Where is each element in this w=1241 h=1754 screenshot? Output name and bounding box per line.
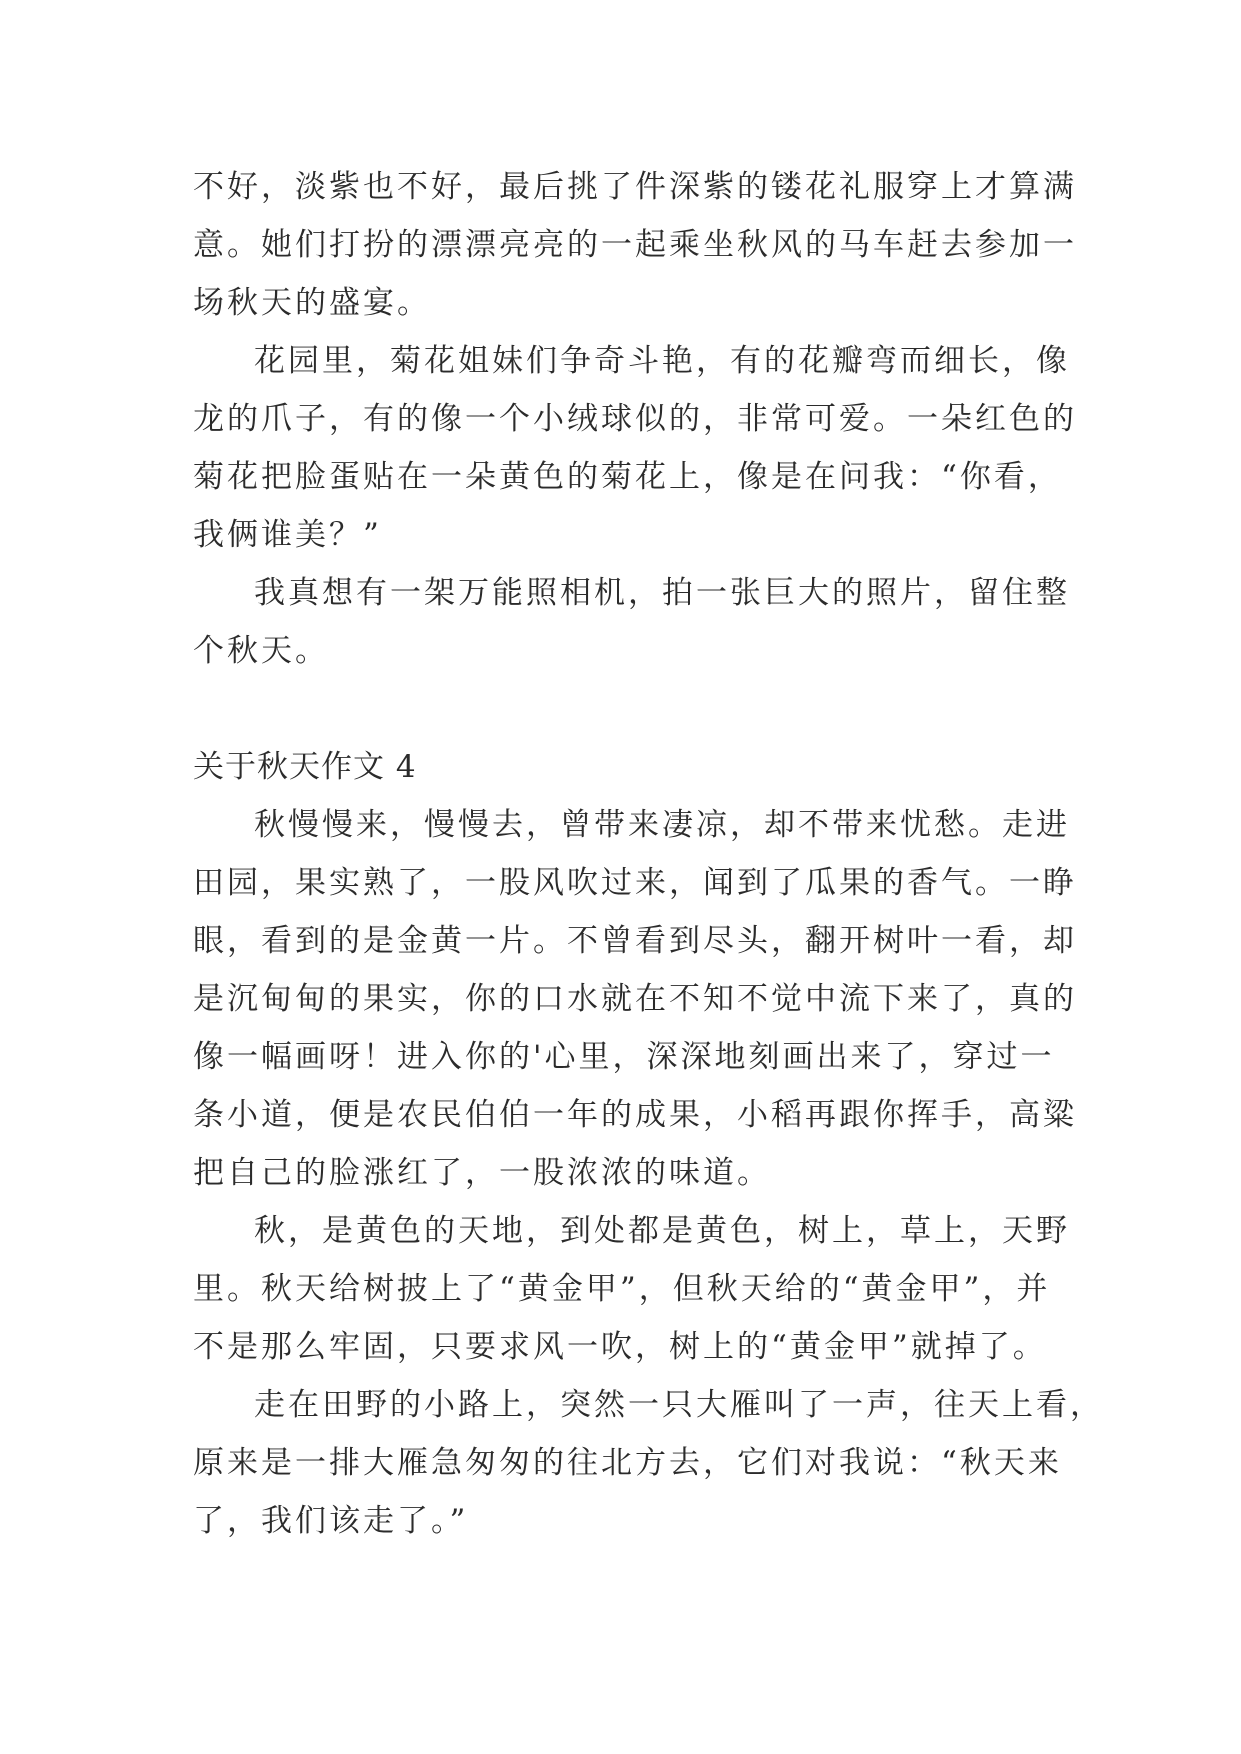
paragraph-line: 眼，看到的是金黄一片。不曾看到尽头，翻开树叶一看，却 bbox=[193, 923, 1077, 959]
paragraph-line: 意。她们打扮的漂漂亮亮的一起乘坐秋风的马车赶去参加一 bbox=[193, 227, 1077, 263]
paragraph-line: 走在田野的小路上，突然一只大雁叫了一声，往天上看， bbox=[254, 1387, 1104, 1423]
paragraph-line: 不好，淡紫也不好，最后挑了件深紫的镂花礼服穿上才算满 bbox=[193, 169, 1077, 205]
paragraph-line: 龙的爪子，有的像一个小绒球似的，非常可爱。一朵红色的 bbox=[193, 401, 1077, 437]
paragraph-line: 秋慢慢来，慢慢去，曾带来凄凉，却不带来忧愁。走进 bbox=[254, 807, 1070, 843]
paragraph-line: 条小道，便是农民伯伯一年的成果，小稻再跟你挥手，高粱 bbox=[193, 1097, 1077, 1133]
paragraph-line: 菊花把脸蛋贴在一朵黄色的菊花上，像是在问我：“你看， bbox=[193, 459, 1062, 495]
paragraph-line: 我真想有一架万能照相机，拍一张巨大的照片，留住整 bbox=[254, 575, 1070, 611]
paragraph-line: 像一幅画呀！进入你的'心里，深深地刻画出来了，穿过一 bbox=[193, 1039, 1055, 1075]
paragraph-line: 个秋天。 bbox=[193, 633, 329, 669]
paragraph-line: 场秋天的盛宴。 bbox=[193, 285, 431, 321]
section-heading: 关于秋天作文 4 bbox=[193, 749, 417, 785]
paragraph-line: 田园，果实熟了，一股风吹过来，闻到了瓜果的香气。一睁 bbox=[193, 865, 1077, 901]
paragraph-line: 了，我们该走了。” bbox=[193, 1503, 469, 1539]
paragraph-line: 是沉甸甸的果实，你的口水就在不知不觉中流下来了，真的 bbox=[193, 981, 1077, 1017]
paragraph-line: 我俩谁美？” bbox=[193, 517, 382, 553]
paragraph-line: 把自己的脸涨红了，一股浓浓的味道。 bbox=[193, 1155, 771, 1191]
paragraph-line: 花园里，菊花姐妹们争奇斗艳，有的花瓣弯而细长，像 bbox=[254, 343, 1070, 379]
paragraph-line: 原来是一排大雁急匆匆的往北方去，它们对我说：“秋天来 bbox=[193, 1445, 1062, 1481]
paragraph-line: 秋，是黄色的天地，到处都是黄色，树上，草上，天野 bbox=[254, 1213, 1070, 1249]
paragraph-line: 里。秋天给树披上了“黄金甲”，但秋天给的“黄金甲”，并 bbox=[193, 1271, 1051, 1307]
paragraph-line: 不是那么牢固，只要求风一吹，树上的“黄金甲”就掉了。 bbox=[193, 1329, 1047, 1365]
